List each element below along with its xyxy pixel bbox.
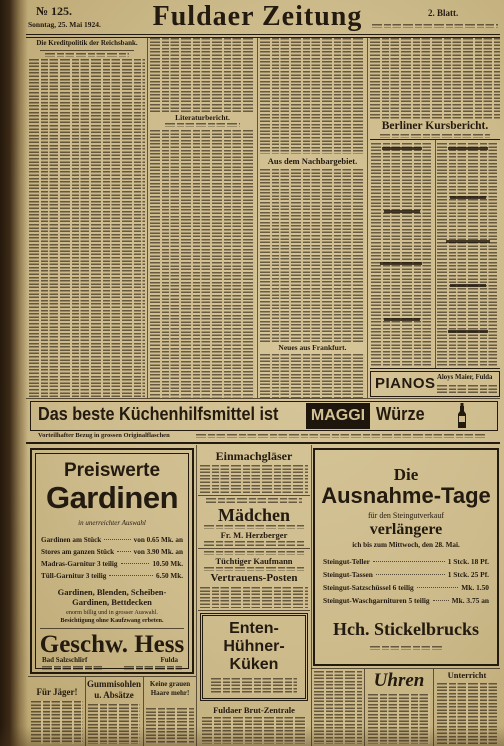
address-line [124, 666, 182, 670]
masthead-subline [372, 24, 498, 28]
column-divider [196, 445, 197, 746]
article-text [29, 59, 145, 398]
text-block [437, 385, 497, 394]
text-block [314, 671, 362, 744]
gardinen-location-right: Fulda [160, 656, 178, 664]
ad-rule [198, 610, 310, 611]
text-block [368, 694, 430, 744]
brut-line: Enten- [229, 620, 279, 637]
item-label: Steingut-Teller [323, 557, 370, 566]
ad-rule [28, 676, 196, 677]
text-block [196, 434, 486, 438]
gardinen-title: Gardinen [45, 480, 179, 515]
table-section-header [382, 147, 422, 150]
jaeger-title: Für Jäger! [36, 687, 78, 697]
item-label: Madras-Garnitur 3 teilig [41, 560, 118, 568]
address-line [42, 666, 102, 670]
section-rule [26, 442, 500, 444]
kaufmann-subtitle: Vertrauens-Posten [210, 572, 298, 584]
kaufmann-title: Tüchtiger Kaufmann [215, 556, 293, 566]
item-price: 6.50 Mk. [156, 572, 183, 580]
article-text [150, 38, 255, 112]
table-section-header [450, 196, 486, 199]
text-block [211, 678, 297, 694]
gardinen-location-left: Bad Salzschlirf [42, 656, 88, 664]
neighbors-headline: Aus dem Nachbargebiet. [267, 156, 358, 166]
text-block [146, 708, 194, 744]
steingut-lead: Die [393, 465, 419, 484]
brut-line: Küken [229, 656, 279, 673]
article-text [260, 354, 365, 398]
item-label: Steingut-Satzschüssel 6 teilig [323, 583, 414, 592]
maggi-slogan: Das beste Küchenhilfsmittel ist [38, 404, 279, 424]
ad-divider [433, 669, 434, 746]
column-divider [367, 38, 368, 398]
text-block [204, 567, 304, 571]
pianos-title: PIANOS [375, 375, 436, 392]
article-text [370, 38, 500, 119]
brut-line: Hühner- [223, 638, 285, 655]
price-row [323, 583, 489, 592]
table-section-header [448, 147, 488, 150]
table-section-header [450, 284, 486, 287]
maggi-product: Würze [376, 404, 425, 424]
ad-rule [198, 548, 310, 549]
text-block [200, 465, 308, 493]
table-section-header [380, 262, 422, 265]
maggi-brand: MAGGI [306, 403, 370, 429]
maedchen-title: Mädchen [218, 505, 290, 525]
price-row [41, 548, 183, 556]
item-price: 10.50 Mk. [152, 560, 183, 568]
price-row [41, 572, 183, 580]
price-row [323, 596, 489, 605]
dot-leader [433, 600, 449, 601]
column-divider [311, 445, 312, 746]
steingut-title: Ausnahme-Tage [321, 483, 491, 508]
sheet-number: 2. Blatt. [428, 8, 459, 18]
dot-leader [376, 574, 445, 575]
dot-leader [109, 575, 153, 576]
table-section-header [384, 210, 420, 213]
column-divider [257, 38, 258, 398]
item-label: Gardinen am Stück [41, 536, 102, 544]
dot-leader [121, 563, 150, 564]
price-row [41, 560, 183, 568]
address-line [370, 646, 442, 650]
einmach-title: Einmachgläser [215, 449, 293, 463]
article-text [260, 38, 365, 154]
gardinen-ad [30, 448, 194, 674]
gummi-subtitle: u. Absätze [94, 690, 134, 700]
brut-ad [200, 613, 308, 701]
text-block [204, 551, 304, 555]
gardinen-kicker: Preiswerte [63, 460, 161, 481]
frankfurt-headline: Neues aus Frankfurt. [278, 343, 347, 352]
text-block [204, 525, 304, 529]
item-price: Mk. 1.50 [461, 583, 489, 592]
maggi-note: Vorteilhafter Bezug in grossen Originalflaschen [38, 432, 170, 439]
market-subline [380, 134, 490, 138]
dot-leader [373, 561, 445, 562]
market-headline: Berliner Kursbericht. [381, 120, 489, 132]
pianos-ad [370, 371, 500, 397]
item-label: Stores am ganzen Stück [41, 548, 115, 556]
item-label: Tüll-Garnitur 3 teilig [41, 572, 107, 580]
haare-title: Keine grauen Haare mehr! [149, 680, 191, 697]
issue-date: Sonntag, 25. Mai 1924. [28, 20, 101, 29]
newspaper-title: Fuldaer Zeitung [152, 1, 363, 32]
dot-leader [417, 587, 459, 588]
maggi-bottle-icon [456, 403, 468, 429]
ad-rule [311, 668, 500, 669]
ad-rule [40, 628, 184, 629]
uhren-title: Uhren [373, 670, 425, 691]
steingut-firm: Hch. Stickelbrucks [332, 619, 479, 639]
gardinen-invitation: Besichtigung ohne Kaufzwang erbeten. [60, 617, 164, 624]
dot-leader [104, 539, 130, 540]
headline-rule [40, 50, 134, 51]
lead-headline: Die Kreditpolitik der Reichsbank. [36, 39, 138, 47]
text-block [31, 701, 83, 744]
table-section-header [384, 318, 420, 321]
table-column [371, 143, 433, 367]
text-block [204, 541, 304, 546]
pianos-dealer: Aloys Maier, Fulda [437, 374, 493, 381]
item-price: von 0.65 Mk. an [133, 536, 183, 544]
gardinen-assortment: Gardinen, Blenden, Scheiben-Gardinen, Bettdecken [57, 587, 167, 607]
item-price: 1 Stck. 25 Pf. [447, 570, 489, 579]
steingut-verb: verlängere [369, 521, 443, 538]
column-divider [147, 38, 148, 398]
page-edge-shadow [0, 0, 28, 746]
ad-divider [143, 677, 144, 746]
gummi-title: Gummisohlen [86, 679, 141, 689]
article-text [260, 169, 365, 342]
steingut-ad [313, 448, 499, 666]
text-block [437, 683, 497, 744]
table-column [437, 143, 499, 367]
item-label: Steingut-Waschgarnituren 5 teilig [323, 596, 430, 605]
table-section-header [446, 240, 490, 243]
section-rule [26, 398, 500, 399]
gardinen-firm: Geschw. Hess [39, 631, 185, 658]
ad-rule [198, 495, 310, 496]
ad-divider [364, 669, 365, 746]
text-block [88, 704, 140, 744]
price-row [323, 557, 489, 566]
text-block [200, 587, 308, 608]
item-price: von 3.90 Mk. an [133, 548, 183, 556]
literature-headline: Literaturbericht. [175, 113, 230, 122]
text-block [202, 717, 306, 744]
item-price: Mk. 3.75 an [451, 596, 489, 605]
steingut-until: ich bis zum Mittwoch, den 28. Mai. [352, 541, 460, 549]
table-section-header [448, 330, 488, 333]
brut-firm: Fuldaer Brut-Zentrale [213, 705, 295, 715]
table-divider [435, 140, 436, 368]
gardinen-subtitle: in unerreichter Auswahl [78, 519, 146, 527]
byline [165, 123, 240, 127]
text-block [206, 498, 302, 504]
price-row [323, 570, 489, 579]
steingut-subtitle: für den Steingutverkauf [368, 511, 444, 520]
unterricht-title: Unterricht [447, 670, 487, 680]
article-text [150, 130, 255, 398]
item-label: Steingut-Tassen [323, 570, 373, 579]
text-block [45, 53, 129, 57]
issue-number: № 125. [36, 4, 73, 18]
maedchen-name: Fr. M. Herzberger [220, 530, 288, 540]
item-price: 1 Stck. 18 Pf. [447, 557, 489, 566]
dot-leader [117, 551, 131, 552]
price-row [41, 536, 183, 544]
gardinen-assortment-note: enorm billig und in grosser Auswahl. [66, 609, 158, 616]
